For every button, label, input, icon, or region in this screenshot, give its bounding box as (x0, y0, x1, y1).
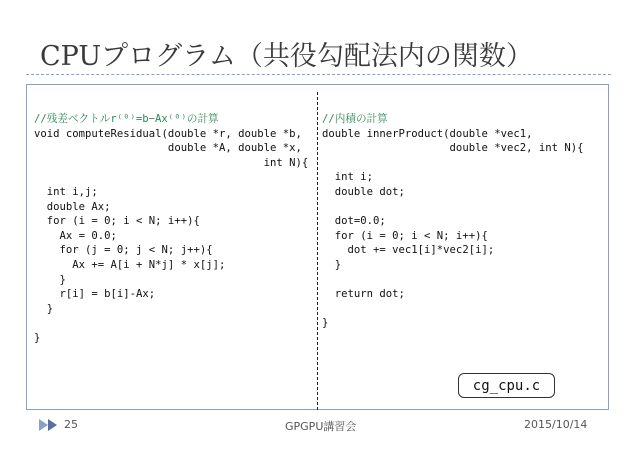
residual-code-block (34, 112, 308, 346)
filename-badge: cg_cpu.c (458, 373, 555, 398)
inner-product-function-code: double innerProduct(double *vec1, double *vec2, int N){ int i; double dot; dot=0.0; for (i = 0; i < N; i++){ dot += vec1[i]*vec2[i]; } return dot; } (322, 127, 584, 330)
column-divider (317, 92, 318, 410)
page-number: 25 (64, 418, 78, 431)
inner-product-code-block (322, 112, 584, 331)
inner-product-comment: //内積の計算 (322, 113, 388, 125)
footer-date: 2015/10/14 (524, 418, 588, 431)
footer-event: GPGPU講習会 (285, 420, 357, 433)
residual-function-code: void computeResidual(double *r, double *b, double *A, double *x, int N){ int i,j; double Ax; for (i = 0; i < N; i++){ Ax = 0.0; for (j = 0; j < N; j++){ Ax += A[i + N*j] * x[j]; } r[i] = b[i]-Ax; } } (34, 127, 309, 344)
residual-comment: //残差ベクトルr⁽⁰⁾=b−Ax⁽⁰⁾の計算 (34, 113, 219, 125)
slide-title: CPUプログラム（共役勾配法内の関数） (40, 41, 533, 72)
title-divider (26, 74, 611, 75)
